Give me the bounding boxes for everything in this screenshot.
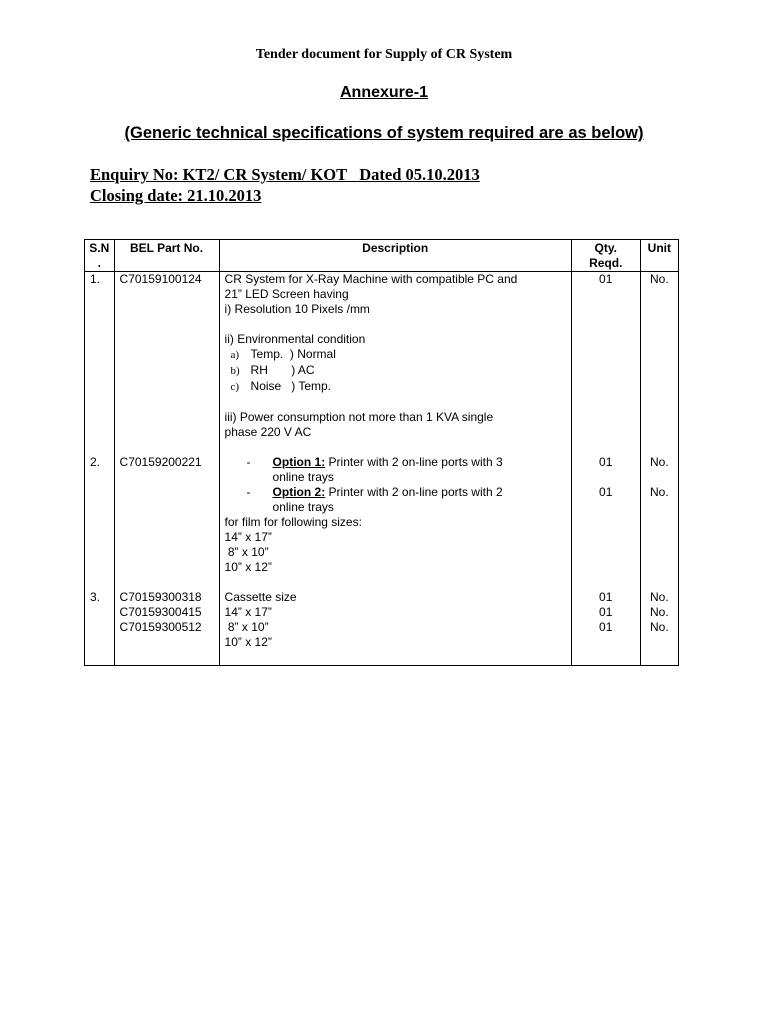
cell-sn: 1. bbox=[85, 272, 115, 456]
option-label: Option 2: bbox=[272, 485, 326, 499]
cell-qty: 01 bbox=[571, 272, 640, 456]
header-unit: Unit bbox=[640, 240, 678, 272]
desc-line: i) Resolution 10 Pixels /mm bbox=[224, 302, 370, 316]
qty-value: 01 bbox=[599, 620, 613, 634]
qty-value: 01 bbox=[599, 605, 613, 619]
table-row bbox=[85, 455, 679, 590]
table-row bbox=[85, 590, 679, 666]
desc-line: ii) Environmental condition bbox=[224, 332, 366, 346]
option-text: Printer with 2 on-line ports with 2 bbox=[325, 485, 503, 499]
specs-subtitle: (Generic technical specifications of system required are as below) bbox=[124, 124, 644, 142]
option-label: Option 1: bbox=[272, 455, 326, 469]
option-item bbox=[225, 485, 566, 515]
option-cont: online trays bbox=[272, 500, 334, 514]
desc-line: phase 220 V AC bbox=[224, 425, 312, 439]
desc-line: Cassette size bbox=[224, 590, 297, 604]
desc-line: CR System for X-Ray Machine with compatible PC and bbox=[224, 272, 518, 286]
annexure-heading: Annexure-1 bbox=[339, 84, 429, 101]
unit-value: No. bbox=[650, 620, 669, 634]
sub-item bbox=[225, 379, 566, 395]
table-row bbox=[85, 272, 679, 456]
desc-line: 21” LED Screen having bbox=[224, 287, 349, 301]
cell-unit bbox=[640, 455, 678, 590]
desc-line: 8” x 10” bbox=[224, 620, 269, 634]
header-description: Description bbox=[219, 240, 571, 272]
enquiry-block bbox=[90, 164, 480, 206]
option-cont: online trays bbox=[272, 470, 334, 484]
desc-line: for film for following sizes: bbox=[224, 515, 362, 529]
cell-part-no: C70159100124 bbox=[114, 272, 219, 456]
desc-line: 10” x 12” bbox=[224, 560, 272, 574]
desc-line: 14” x 17” bbox=[224, 605, 272, 619]
option-text: Printer with 2 on-line ports with 3 bbox=[325, 455, 503, 469]
sub-letter: b) bbox=[230, 365, 240, 377]
cell-description bbox=[219, 590, 571, 666]
sub-text: Temp. ) Normal bbox=[250, 347, 336, 361]
part-value: C70159300512 bbox=[119, 620, 202, 634]
cell-description bbox=[219, 455, 571, 590]
option-dash: - bbox=[246, 455, 251, 469]
cell-part-no: C70159200221 bbox=[114, 455, 219, 590]
part-value: C70159300318 bbox=[119, 590, 202, 604]
qty-value: 01 bbox=[599, 590, 613, 604]
closing-date: Closing date: 21.10.2013 bbox=[90, 186, 262, 205]
unit-value: No. bbox=[650, 590, 669, 604]
header-qty: Qty. Reqd. bbox=[571, 240, 640, 272]
document-title: Tender document for Supply of CR System bbox=[255, 47, 513, 62]
desc-line: 14” x 17” bbox=[224, 530, 272, 544]
desc-line: iii) Power consumption not more than 1 KVA single bbox=[224, 410, 494, 424]
cell-description bbox=[219, 272, 571, 456]
cell-sn: 2. bbox=[85, 455, 115, 590]
table-header-row bbox=[85, 240, 679, 272]
unit-value: No. bbox=[650, 605, 669, 619]
header-part-no: BEL Part No. bbox=[114, 240, 219, 272]
qty-value: 01 bbox=[599, 485, 613, 499]
unit-value: No. bbox=[650, 455, 669, 469]
header-sn: S.N . bbox=[85, 240, 115, 272]
cell-unit bbox=[640, 590, 678, 666]
cell-sn: 3. bbox=[85, 590, 115, 666]
specification-table bbox=[84, 239, 679, 666]
sub-letter: a) bbox=[230, 349, 240, 361]
desc-line: 8” x 10” bbox=[224, 545, 269, 559]
unit-value: No. bbox=[650, 485, 669, 499]
cell-unit: No. bbox=[640, 272, 678, 456]
qty-value: 01 bbox=[599, 455, 613, 469]
desc-line: 10” x 12” bbox=[224, 635, 272, 649]
cell-part-no bbox=[114, 590, 219, 666]
option-dash: - bbox=[246, 485, 251, 499]
enquiry-number: Enquiry No: KT2/ CR System/ KOT Dated 05.10.2013 bbox=[90, 165, 480, 184]
sub-item bbox=[225, 347, 566, 363]
sub-text: Noise ) Temp. bbox=[250, 379, 332, 393]
option-item bbox=[225, 455, 566, 485]
cell-qty bbox=[571, 455, 640, 590]
cell-qty bbox=[571, 590, 640, 666]
sub-text: RH ) AC bbox=[250, 363, 315, 377]
part-value: C70159300415 bbox=[119, 605, 202, 619]
sub-item bbox=[225, 363, 566, 379]
sub-letter: c) bbox=[230, 381, 240, 393]
